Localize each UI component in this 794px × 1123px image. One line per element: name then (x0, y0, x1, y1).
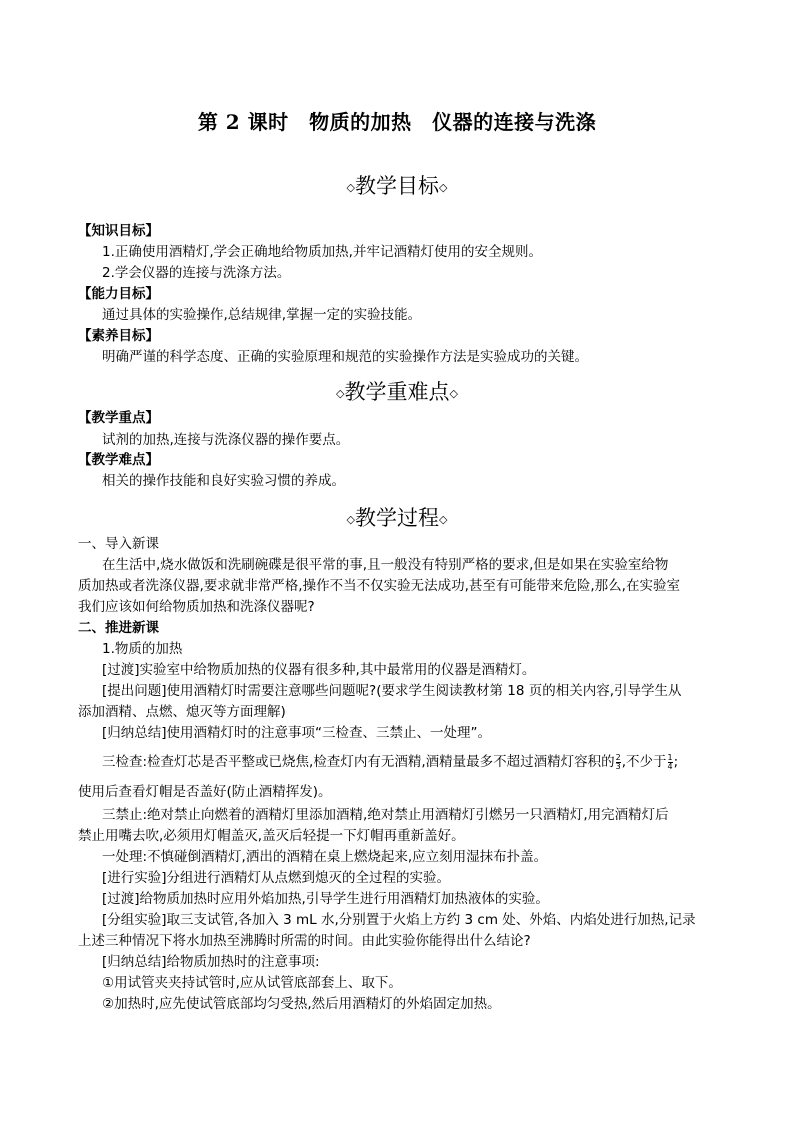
note-item-1: ①用试管夹夹持试管时,应从试管底部套上、取下。 (102, 975, 402, 991)
three-checks-text: 三检查:检查灯芯是否平整或已烧焦,检查灯内有无酒精,酒精量最多不超过酒精灯容积的 (102, 754, 615, 770)
literacy-goal-label: 【素养目标】 (78, 328, 159, 344)
focus-text: 试剂的加热,连接与洗涤仪器的操作要点。 (102, 432, 350, 448)
three-checks-text-end: ; (673, 754, 679, 770)
section-heading-keypoints (0, 376, 794, 406)
transition-text: [过渡]实验室中给物质加热的仪器有很多种,其中最常用的仪器是酒精灯。 (102, 662, 536, 678)
knowledge-goal-1: 1.正确使用酒精灯,学会正确地给物质加热,并牢记酒精灯使用的安全规则。 (102, 244, 542, 260)
diamond-icon: ◇ (449, 387, 458, 400)
question-text-cont: 添加酒精、点燃、熄灭等方面理解) (78, 704, 286, 720)
ability-goal-label: 【能力目标】 (78, 286, 159, 302)
section-title-process: 教学过程 (355, 506, 439, 530)
intro-paragraph-line: 我们应该如何给物质加热和洗涤仪器呢? (78, 599, 315, 615)
literacy-goal-1: 明确严谨的科学态度、正确的实验原理和规范的实验操作方法是实验成功的关键。 (102, 349, 588, 365)
fraction-denominator: 4 (667, 761, 673, 771)
group-experiment-text: [分组实验]取三支试管,各加入 3 mL 水,分别置于火焰上方约 3 cm 处、外焰、内焰处进行加热,记录 (102, 912, 696, 928)
heading-intro: 一、导入新课 (78, 536, 159, 552)
one-handling-text: 一处理:不慎碰倒酒精灯,洒出的酒精在桌上燃烧起来,应立刻用湿抹布扑盖。 (102, 849, 548, 865)
focus-label: 【教学重点】 (78, 410, 159, 426)
subheading-heating: 1.物质的加热 (102, 641, 183, 657)
difficulty-label: 【教学难点】 (78, 452, 159, 468)
experiment-text: [进行实验]分组进行酒精灯从点燃到熄灭的全过程的实验。 (102, 870, 451, 886)
intro-paragraph-line: 在生活中,烧水做饭和洗刷碗碟是很平常的事,且一般没有特别严格的要求,但是如果在实验室给物 (102, 557, 669, 573)
note-item-2: ②加热时,应先使试管底部均匀受热,然后用酒精灯的外焰固定加热。 (102, 996, 501, 1012)
group-experiment-text-cont: 上述三种情况下将水加热至沸腾时所需的时间。由此实验你能得出什么结论? (78, 933, 531, 949)
lesson-title: 第 2 课时 物质的加热 仪器的连接与洗涤 (197, 110, 597, 134)
summary-text: [归纳总结]使用酒精灯时的注意事项“三检查、三禁止、一处理”。 (102, 725, 492, 741)
knowledge-goal-label: 【知识目标】 (78, 223, 159, 239)
difficulty-text: 相关的操作技能和良好实验习惯的养成。 (102, 473, 345, 489)
intro-paragraph-line: 质加热或者洗涤仪器,要求就非常严格,操作不当不仅实验无法成功,甚至有可能带来危险,那么,在实验室 (78, 578, 680, 594)
summary-text-2: [归纳总结]给物质加热时的注意事项: (102, 954, 320, 970)
diamond-icon: ◇ (336, 387, 345, 400)
fraction-numerator: 1 (667, 752, 673, 762)
section-heading-process (0, 502, 794, 532)
three-prohibitions-text-cont: 禁止用嘴去吹,必须用灯帽盖灭,盖灭后轻提一下灯帽再重新盖好。 (78, 828, 465, 844)
fraction-numerator: 2 (615, 752, 621, 762)
diamond-icon: ◇ (439, 513, 448, 526)
section-title-objectives: 教学目标 (355, 174, 439, 198)
three-checks-text-mid: ,不少于 (621, 754, 667, 770)
three-checks-line (102, 752, 678, 772)
three-prohibitions-text: 三禁止:绝对禁止向燃着的酒精灯里添加酒精,绝对禁止用酒精灯引燃另一只酒精灯,用完酒精灯后 (102, 807, 669, 823)
fraction-denominator: 3 (615, 761, 621, 771)
question-text: [提出问题]使用酒精灯时需要注意哪些问题呢?(要求学生阅读教材第 18 页的相关内容,引导学生从 (102, 683, 682, 699)
diamond-icon: ◇ (346, 513, 355, 526)
ability-goal-1: 通过具体的实验操作,总结规律,掌握一定的实验技能。 (102, 307, 422, 323)
fraction-two-thirds (616, 754, 621, 771)
diamond-icon: ◇ (346, 181, 355, 194)
diamond-icon: ◇ (439, 181, 448, 194)
section-heading-objectives (0, 170, 794, 200)
fraction-one-quarter (668, 754, 673, 771)
transition-text-2: [过渡]给物质加热时应用外焰加热,引导学生进行用酒精灯加热液体的实验。 (102, 891, 549, 907)
knowledge-goal-2: 2.学会仪器的连接与洗涤方法。 (102, 265, 291, 281)
section-title-keypoints: 教学重难点 (344, 380, 450, 404)
heading-new-lesson: 二、推进新课 (78, 620, 159, 636)
three-checks-text-cont: 使用后查看灯帽是否盖好(防止酒精挥发)。 (78, 784, 332, 800)
